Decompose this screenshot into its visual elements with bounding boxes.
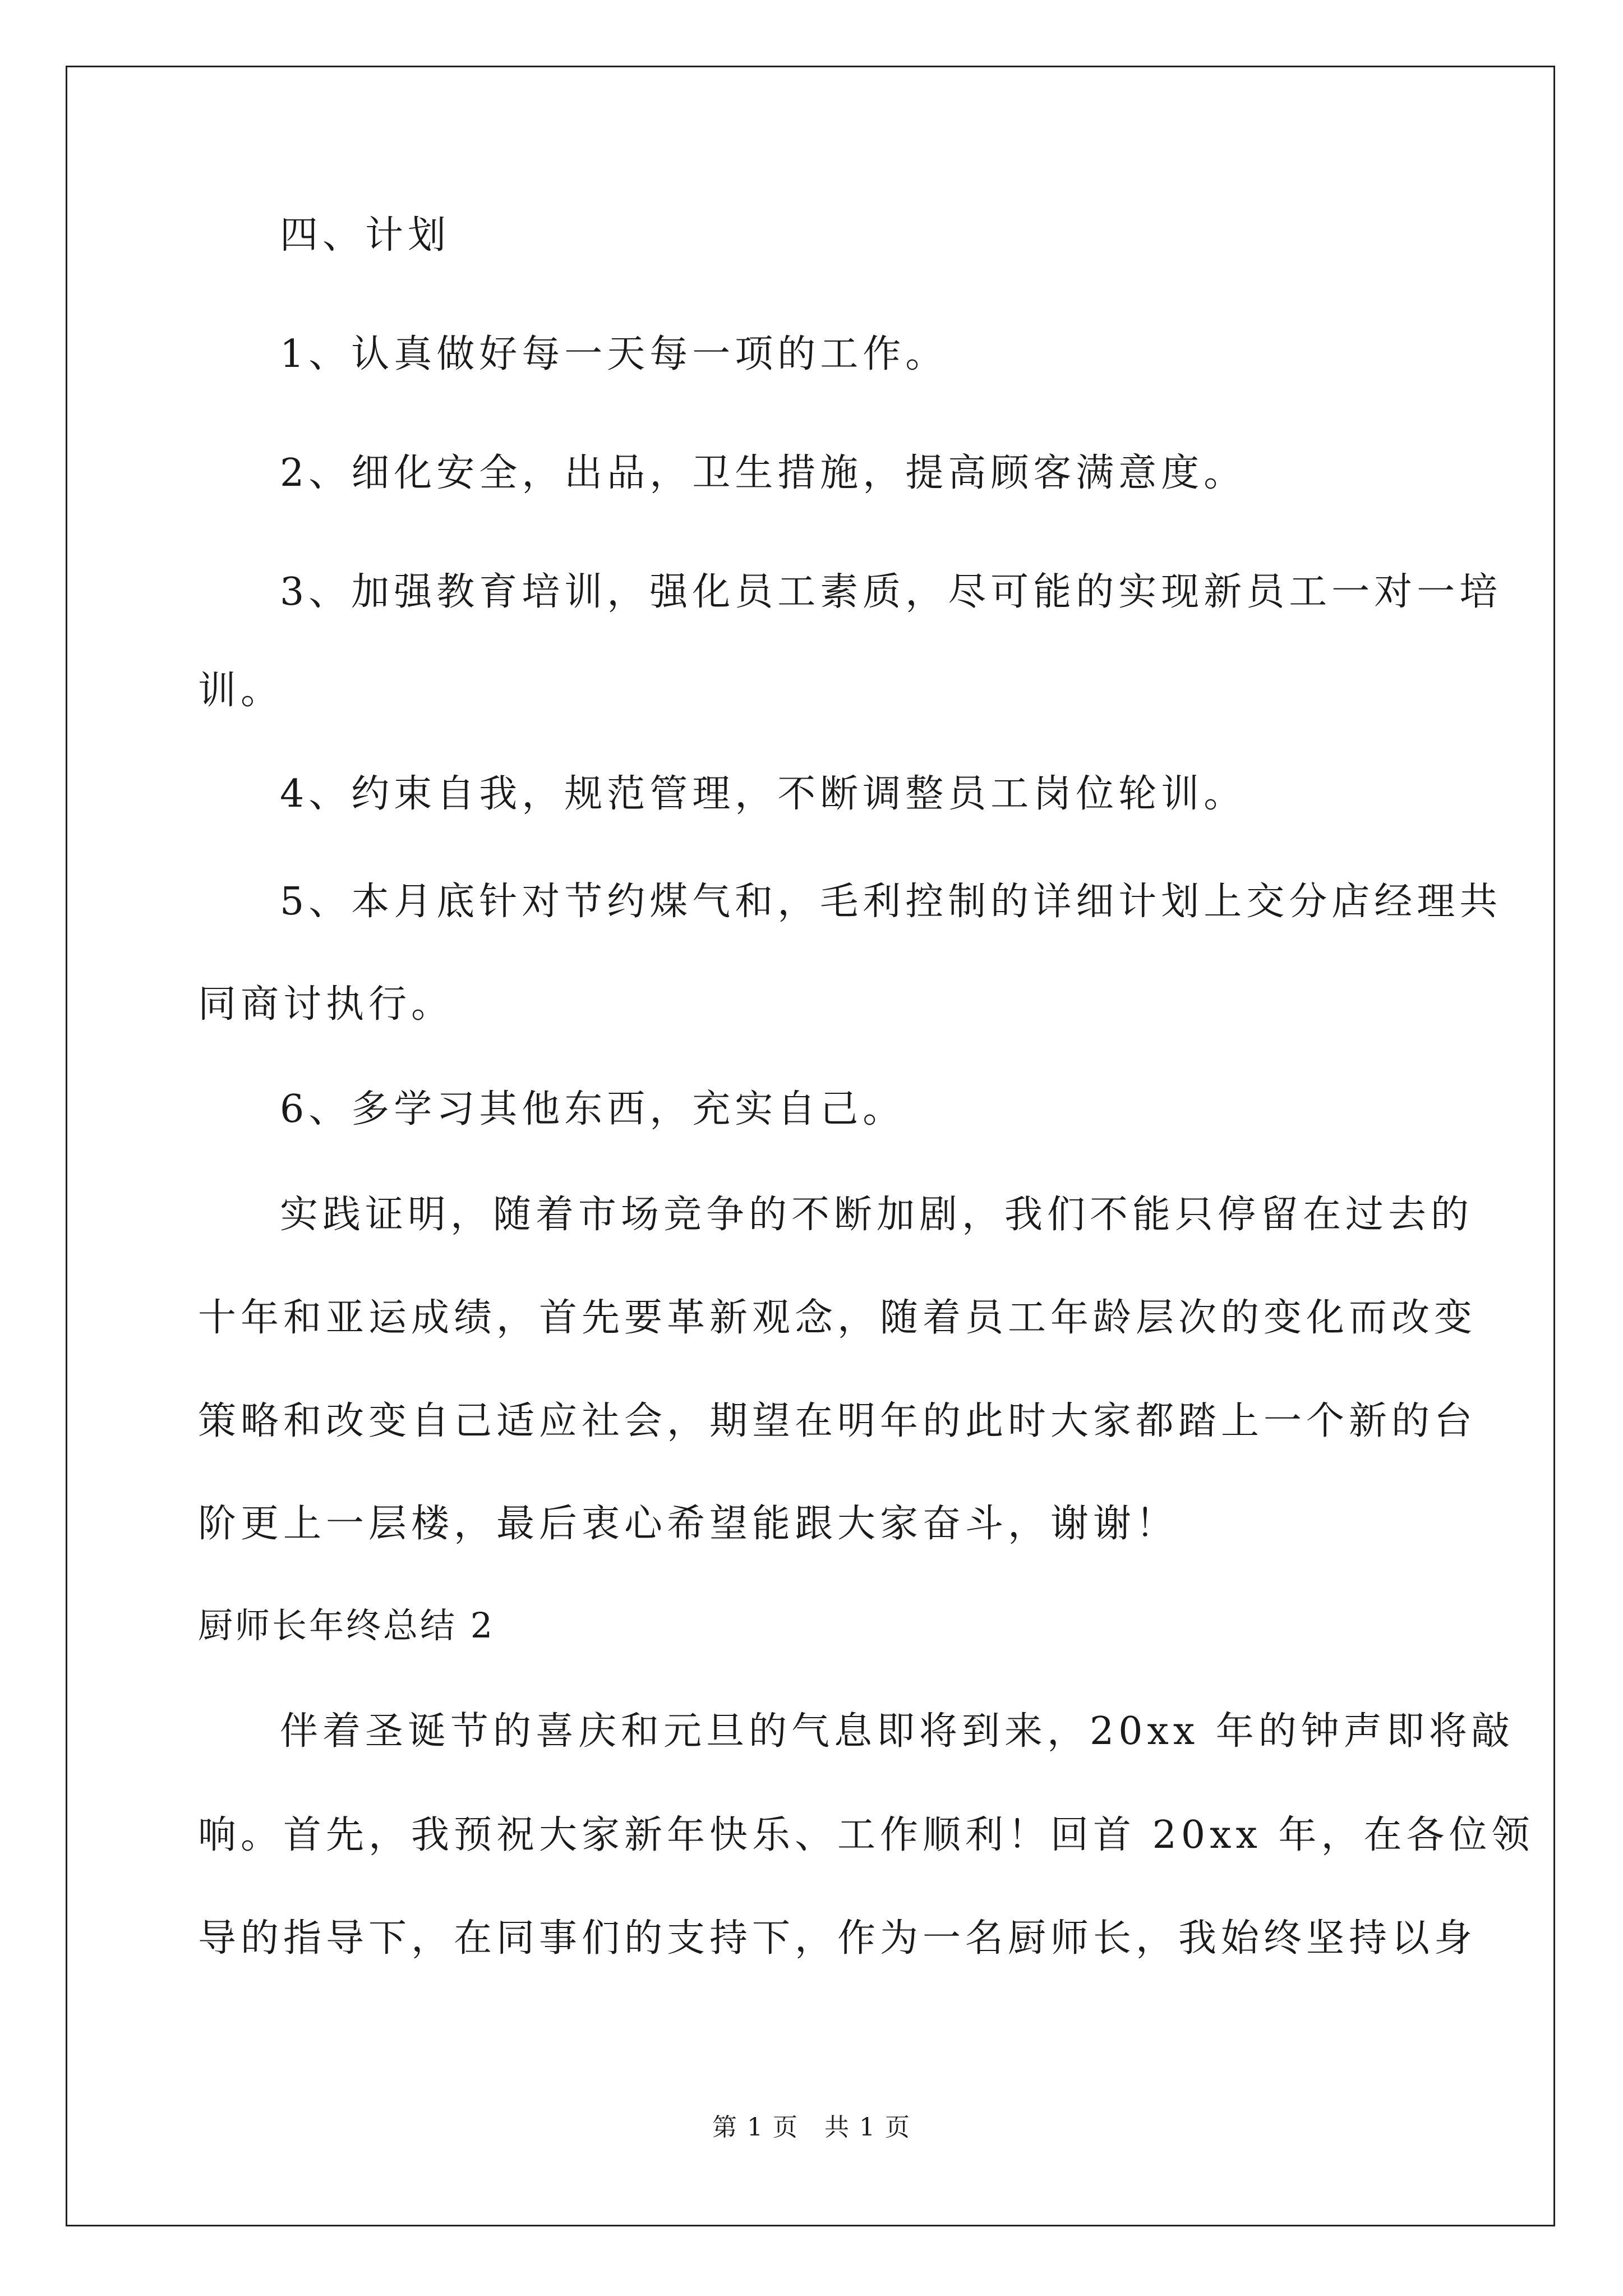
closing-paragraph-line-3: 策略和改变自己适应社会，期望在明年的此时大家都踏上一个新的台 bbox=[198, 1399, 1477, 1443]
page-number-footer: 第 1 页 共 1 页 bbox=[712, 2113, 911, 2142]
plan-item-2: 2、细化安全，出品，卫生措施，提高顾客满意度。 bbox=[280, 451, 1247, 495]
plan-item-4: 4、约束自我，规范管理，不断调整员工岗位轮训。 bbox=[280, 772, 1247, 816]
plan-item-5-cont: 同商讨执行。 bbox=[198, 982, 454, 1027]
closing-paragraph-line-4: 阶更上一层楼，最后衷心希望能跟大家奋斗，谢谢！ bbox=[198, 1502, 1179, 1546]
page-border bbox=[66, 66, 1555, 2226]
closing-paragraph-line-2: 十年和亚运成绩，首先要革新观念，随着员工年龄层次的变化而改变 bbox=[198, 1296, 1477, 1340]
plan-item-3: 3、加强教育培训，强化员工素质，尽可能的实现新员工一对一培 bbox=[280, 570, 1502, 614]
article-2-line-1: 伴着圣诞节的喜庆和元旦的气息即将到来，20xx 年的钟声即将敲 bbox=[280, 1709, 1514, 1754]
plan-item-5: 5、本月底针对节约煤气和，毛利控制的详细计划上交分店经理共 bbox=[280, 880, 1502, 924]
plan-item-3-cont: 训。 bbox=[198, 669, 284, 713]
plan-item-1: 1、认真做好每一天每一项的工作。 bbox=[280, 332, 948, 376]
article-title-2: 厨师长年终总结 2 bbox=[198, 1605, 495, 1646]
article-2-line-3: 导的指导下，在同事们的支持下，作为一名厨师长，我始终坚持以身 bbox=[198, 1916, 1477, 1961]
section-heading-plan: 四、计划 bbox=[280, 213, 451, 257]
plan-item-6: 6、多学习其他东西，充实自己。 bbox=[280, 1087, 906, 1131]
closing-paragraph-line-1: 实践证明，随着市场竞争的不断加剧，我们不能只停留在过去的 bbox=[280, 1193, 1474, 1237]
article-2-line-2: 响。首先，我预祝大家新年快乐、工作顺利！回首 20xx 年，在各位领 bbox=[198, 1813, 1534, 1857]
